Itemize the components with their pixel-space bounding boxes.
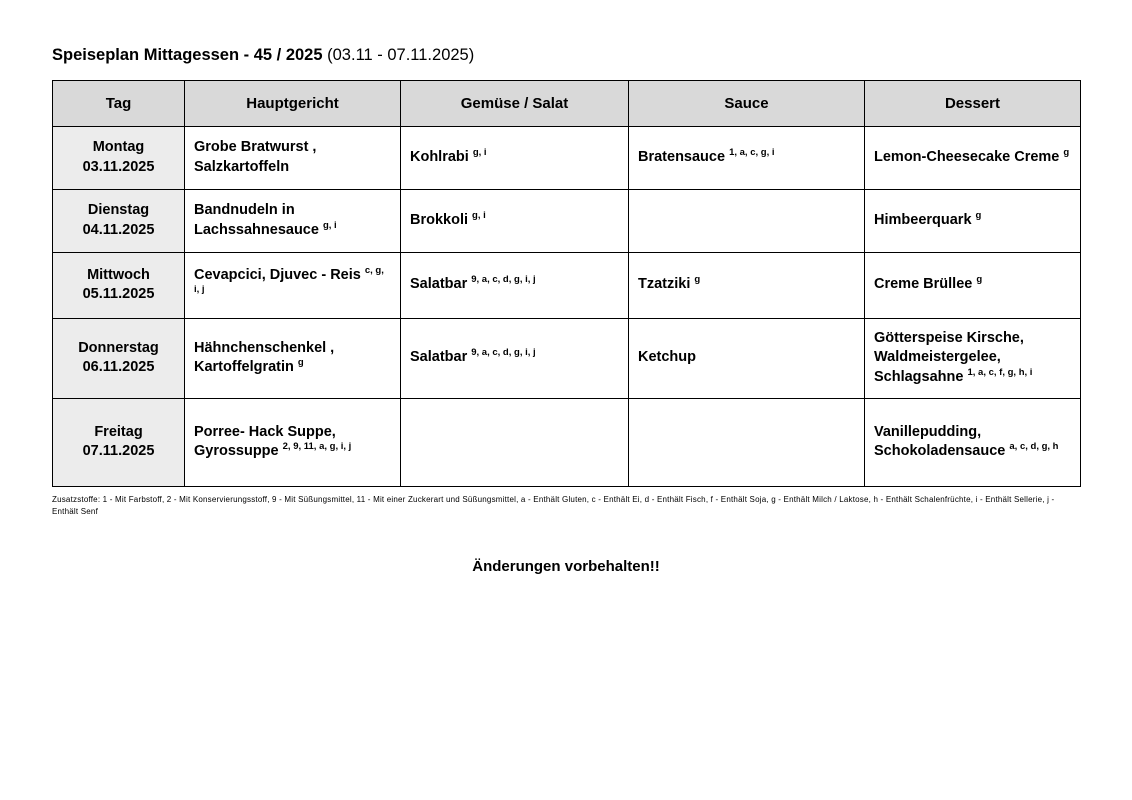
hauptgericht-cell [185,398,401,486]
sauce-additives: 1, a, c, g, i [729,147,775,159]
day-name: Mittwoch [87,266,150,283]
table-row [53,126,1081,189]
day-name: Donnerstag [78,339,159,356]
sauce-cell [629,318,865,398]
column-header-sauce: Sauce [629,80,865,126]
dessert-cell [865,126,1081,189]
column-header-tag: Tag [53,80,185,126]
hauptgericht-text: Porree- Hack Suppe, Gyrossuppe [194,423,336,460]
gemuese-text: Brokkoli [410,211,473,228]
sauce-text: Bratensauce [638,148,730,165]
hauptgericht-additives: 2, 9, 11, a, g, i, j [282,441,352,453]
day-cell [53,126,185,189]
dessert-cell [865,252,1081,318]
dessert-cell [865,398,1081,486]
dessert-additives: a, c, d, g, h [1009,441,1059,453]
sauce-cell [629,252,865,318]
gemuese-cell [401,252,629,318]
dessert-additives: 1, a, c, f, g, h, i [967,367,1033,379]
sauce-text: Tzatziki [638,276,695,293]
table-row [53,398,1081,486]
gemuese-cell [401,318,629,398]
gemuese-additives: 9, a, c, d, g, i, j [471,274,536,286]
dessert-text: Himbeerquark [874,211,976,228]
hauptgericht-cell [185,189,401,252]
day-date: 05.11.2025 [82,286,155,303]
day-cell [53,318,185,398]
menu-table [52,80,1081,487]
day-name: Freitag [94,423,143,440]
page-title [52,45,1080,66]
day-cell [53,189,185,252]
gemuese-additives: g, i [472,147,487,159]
table-header-row [53,80,1081,126]
dessert-additives: g [976,274,983,286]
sauce-additives: g [694,274,701,286]
table-row [53,189,1081,252]
page-title-range: (03.11 - 07.11.2025) [327,46,475,64]
day-name: Dienstag [87,202,150,219]
hauptgericht-text: Hähnchenschenkel , Kartoffelgratin [194,339,335,376]
hauptgericht-additives: g, i [322,219,337,231]
hauptgericht-cell [185,126,401,189]
sauce-cell [629,398,865,486]
hauptgericht-text: Grobe Bratwurst , Salzkartoffeln [194,139,317,175]
dessert-cell [865,318,1081,398]
hauptgericht-additives: g [297,357,304,369]
sauce-text: Ketchup [638,349,696,366]
dessert-text: Vanillepudding, Schokoladensauce [874,423,1010,460]
hauptgericht-text: Bandnudeln in Lachssahnesauce [194,202,323,238]
gemuese-text: Kohlrabi [410,148,473,165]
gemuese-cell [401,189,629,252]
hauptgericht-cell [185,252,401,318]
hauptgericht-cell [185,318,401,398]
column-header-hauptgericht: Hauptgericht [185,80,401,126]
day-date: 04.11.2025 [82,221,155,238]
dessert-additives: g [1063,147,1070,159]
dessert-text: Creme Brüllee [874,276,977,293]
day-date: 07.11.2025 [82,443,155,460]
gemuese-additives: 9, a, c, d, g, i, j [471,347,536,359]
additives-footnote: Zusatzstoffe: 1 - Mit Farbstoff, 2 - Mit Konservierungsstoff, 9 - Mit Süßungsmittel, 11 - Mit einer Zuckerart und Süßungsmittel, a - Enthält Gluten, c - Enthält Ei, d - Enthält Fisch, f - Enthält Soja, g - Enthält Milch / Laktose, h - Enthält Schalenfrüchte, i - Enthält Sellerie, j - Enthält Senf [52,494,1055,517]
dessert-cell [865,189,1081,252]
hauptgericht-additives: c, g, i, j [194,264,384,296]
day-date: 06.11.2025 [82,359,155,376]
changes-notice: Änderungen vorbehalten!! [472,558,660,576]
table-row [53,252,1081,318]
sauce-cell [629,126,865,189]
dessert-text: Lemon-Cheesecake Creme [874,148,1064,165]
gemuese-text: Salatbar [410,276,472,293]
gemuese-cell [401,126,629,189]
gemuese-additives: g, i [472,210,486,222]
day-cell [53,398,185,486]
sauce-cell [629,189,865,252]
dessert-additives: g [975,210,982,222]
gemuese-text: Salatbar [410,349,472,366]
day-date: 03.11.2025 [82,158,155,175]
hauptgericht-text: Cevapcici, Djuvec - Reis [194,266,365,283]
day-name: Montag [92,139,145,156]
day-cell [53,252,185,318]
page-title-main: Speiseplan Mittagessen - 45 / 2025 [52,46,323,64]
gemuese-cell [401,398,629,486]
column-header-dessert: Dessert [865,80,1081,126]
column-header-gemuese-salat: Gemüse / Salat [401,80,629,126]
table-row [53,318,1081,398]
dessert-text: Götterspeise Kirsche, Waldmeistergelee, Schlagsahne [874,329,1024,385]
